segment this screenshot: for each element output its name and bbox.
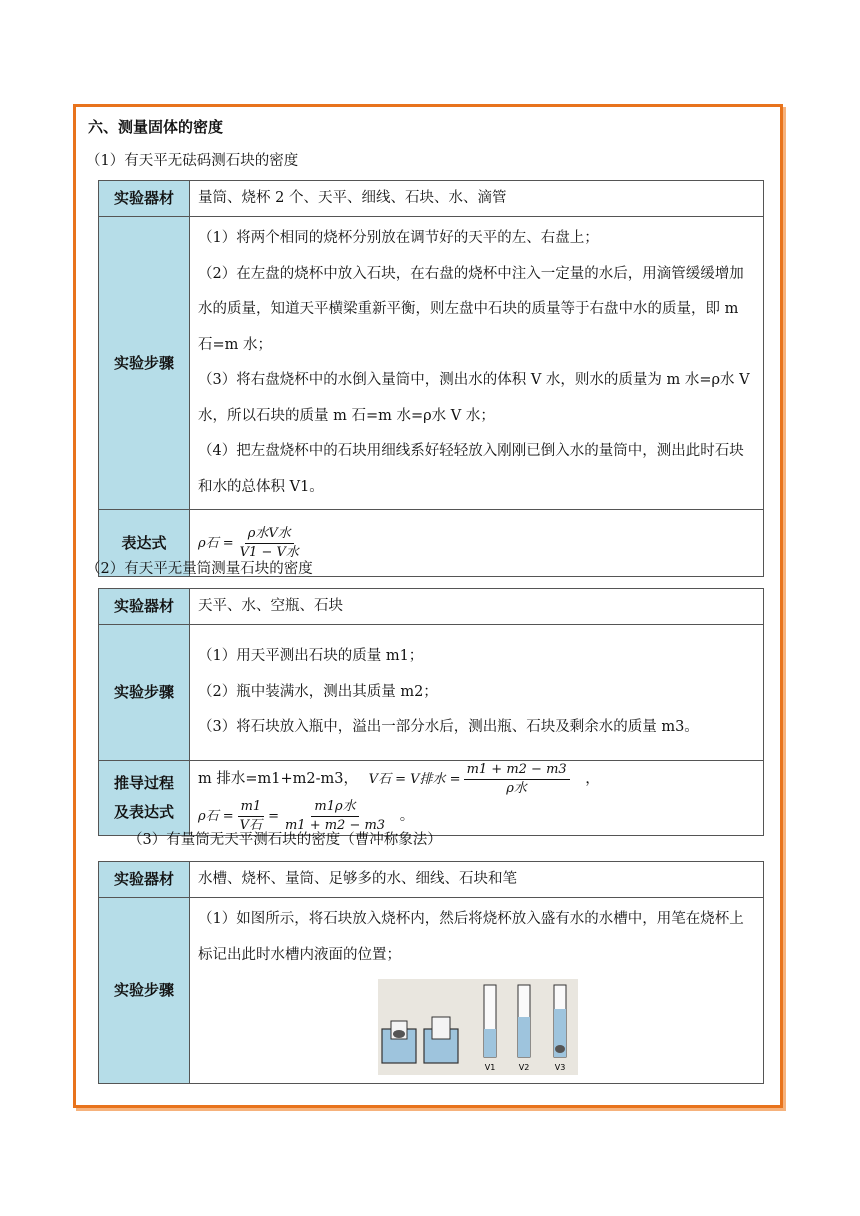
volume-fraction	[464, 761, 570, 798]
density-num-1: m1	[238, 798, 265, 817]
density-num-2: m1ρ水	[311, 798, 358, 817]
steps-label: 实验步骤	[99, 625, 190, 761]
equals-sign: =	[268, 809, 279, 824]
steps-cell	[190, 625, 764, 761]
equipment-value: 天平、水、空瓶、石块	[190, 589, 764, 625]
derivation-label-line-1: 推导过程	[113, 774, 174, 792]
volume-formula	[369, 761, 573, 798]
mass-expression: m 排水=m1+m2-m3，	[198, 771, 358, 787]
step-item: （2）瓶中装满水，测出其质量 m2；	[198, 683, 438, 700]
formula-numerator: ρ水V水	[245, 525, 294, 544]
step-item: （3）将石块放入瓶中，溢出一部分水后，测出瓶、石块及剩余水的质量 m3。	[198, 719, 699, 736]
volume-lhs: V石 = V排水 =	[368, 772, 461, 787]
steps-cell	[190, 217, 764, 510]
subsection-title-1: （1）有天平无砝码测石块的密度	[86, 153, 299, 169]
figure-label-v2: V2	[518, 1063, 529, 1072]
subsection-title-2: （2）有天平无量筒测量石块的密度	[86, 561, 313, 577]
section-heading: 六、测量固体的密度	[88, 118, 224, 136]
formula-lhs: ρ石 =	[198, 535, 234, 551]
derivation-label-line-2: 及表达式	[113, 803, 174, 821]
figure-label-v3: V3	[554, 1063, 565, 1072]
step-item: （2）在左盘的烧杯中放入石块，在右盘的烧杯中注入一定量的水后，用滴管缓缓增加水的质量，知道天平横梁重新平衡，则左盘中石块的质量等于右盘中水的质量，即 m 石=m 水；	[198, 265, 744, 353]
density-lhs: ρ石 =	[198, 809, 234, 824]
formula-denominator: V1 − V水	[239, 544, 299, 560]
derivation-label	[99, 761, 190, 836]
expression-label: 表达式	[99, 510, 190, 577]
equipment-value: 水槽、烧杯、量筒、足够多的水、细线、石块和笔	[190, 862, 764, 898]
equipment-label: 实验器材	[99, 589, 190, 625]
step-item: （1）将两个相同的烧杯分别放在调节好的天平的左、右盘上；	[198, 230, 599, 246]
derivation-cell: m 排水=m1+m2-m3， V石 = V排水 = $\frac{m1 + m2 - m3}{\text{ρ水}}$ ， ρ石 = $\frac{m1}{\text{V石}}$ = $\frac{\text{m1ρ水}}{m1 + m2 - m3}$ 。	[190, 761, 764, 836]
equipment-label: 实验器材	[99, 181, 190, 217]
steps-label: 实验步骤	[99, 898, 190, 1084]
step-item: （1）用天平测出石块的质量 m1；	[198, 648, 424, 665]
table-2	[98, 588, 764, 836]
table-1	[98, 180, 764, 577]
steps-label: 实验步骤	[99, 217, 190, 510]
experiment-figure	[378, 979, 578, 1075]
steps-cell	[190, 898, 764, 1084]
subsection-title-3: （3）有量筒无天平测石块的密度（曹冲称象法）	[128, 832, 442, 848]
step-item: （4）把左盘烧杯中的石块用细线系好轻轻放入刚刚已倒入水的量筒中，测出此时石块和水的总体积 V1。	[198, 443, 744, 495]
volume-denominator: ρ水	[506, 781, 527, 796]
density-den-1: V石	[239, 818, 263, 833]
step-item: （1）如图所示，将石块放入烧杯内，然后将烧杯放入盛有水的水槽中，用笔在烧杯上标记出此时水槽内液面的位置；	[198, 911, 744, 963]
end-mark: 。	[399, 808, 415, 824]
volume-numerator: m1 + m2 − m3	[464, 761, 570, 780]
formula-fraction	[237, 525, 302, 562]
equipment-value: 量筒、烧杯 2 个、天平、细线、石块、水、滴管	[190, 181, 764, 217]
figure-label-v1: V1	[484, 1063, 495, 1072]
table-3	[98, 861, 764, 1084]
density-den-2: m1 + m2 − m3	[284, 818, 386, 833]
density-formula	[198, 525, 305, 562]
equipment-label: 实验器材	[99, 862, 190, 898]
step-item: （3）将右盘烧杯中的水倒入量筒中，测出水的体积 V 水，则水的质量为 m 水=ρ水 V 水，所以石块的质量 m 石=m 水=ρ水 V 水；	[198, 372, 750, 424]
